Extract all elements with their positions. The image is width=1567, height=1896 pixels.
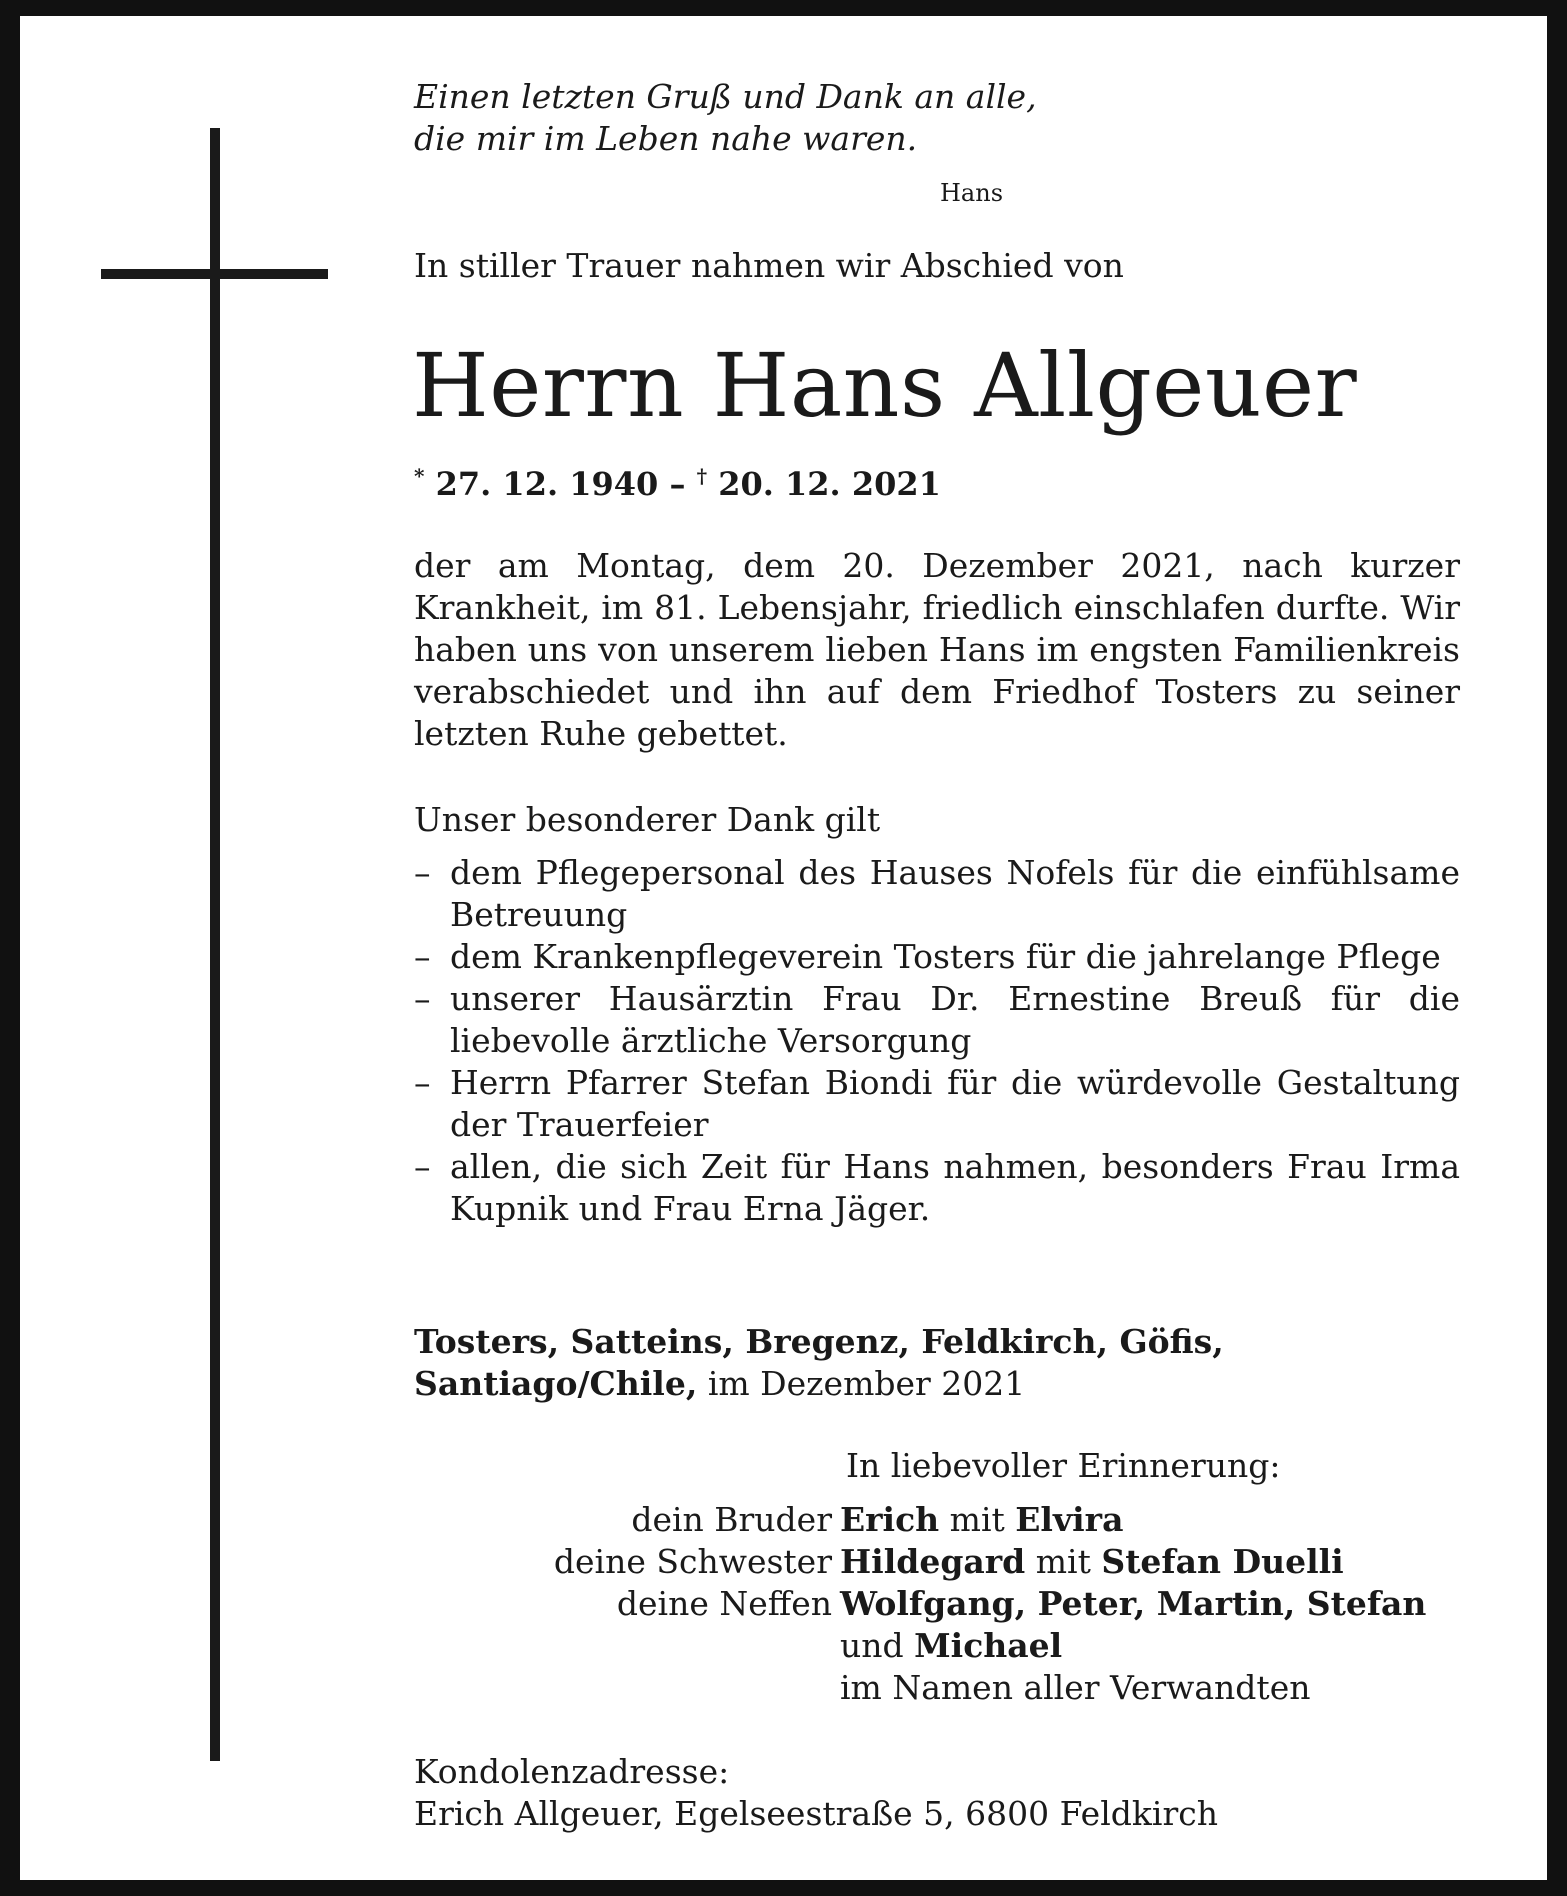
connector-text: und (840, 1626, 904, 1665)
family-row-nephews (414, 1583, 1460, 1625)
family-row-brother (414, 1499, 1460, 1541)
body-text: der am Montag, dem 20. Dezember 2021, nach kurzer Krankheit, im 81. Lebensjahr, friedlich einschlafen durfte. Wir haben uns von unserem lieben Hans im engsten Familienkreis verabschiedet und ihn auf dem Friedhof Tosters zu seiner letzten Ruhe gebettet. (414, 546, 1460, 753)
birth-date: 27. 12. 1940 (435, 465, 659, 503)
family-names (840, 1541, 1460, 1583)
thanks-item: – unserer Hausärztin Frau Dr. Ernestine Breuß für die liebevolle ärztliche Versorgung (414, 978, 1460, 1062)
motto-line-1: Einen letzten Gruß und Dank an alle, (414, 77, 1037, 116)
nephews-names: Wolfgang, Peter, Martin, Stefan (840, 1584, 1427, 1623)
brother-name: Erich (840, 1500, 940, 1539)
motto-signature: Hans (940, 179, 1004, 207)
relation-label: deine Neffen (616, 1584, 832, 1623)
family-names (840, 1583, 1460, 1625)
family-names (840, 1499, 1460, 1541)
family-row-relatives (414, 1667, 1460, 1709)
cross-icon-bar (101, 269, 328, 279)
condolence-label: Kondolenzadresse: (414, 1752, 730, 1791)
sister-partner-name: Stefan Duelli (1101, 1542, 1344, 1581)
birth-symbol: * (414, 464, 425, 488)
family-list (414, 1499, 1460, 1709)
relation-label: deine Schwester (553, 1542, 832, 1581)
relation-label: dein Bruder (631, 1500, 832, 1539)
sister-name: Hildegard (840, 1542, 1026, 1581)
motto (414, 76, 1037, 160)
intro-text: In stiller Trauer nahmen wir Abschied von (414, 246, 1124, 285)
condolence-address (414, 1751, 1218, 1835)
connector-text: mit (949, 1500, 1005, 1539)
memory-heading: In liebevoller Erinnerung: (846, 1446, 1281, 1485)
family-names (840, 1625, 1460, 1667)
obituary-page (20, 16, 1547, 1880)
life-dates (414, 464, 941, 503)
thanks-item: – dem Krankenpflegeverein Tosters für die jahrelange Pflege (414, 936, 1460, 978)
places-and-date (414, 1321, 1460, 1405)
connector-text: mit (1035, 1542, 1091, 1581)
places-date: im Dezember 2021 (707, 1364, 1026, 1403)
thanks-list (414, 852, 1460, 1230)
relatives-text: im Namen aller Verwandten (840, 1668, 1311, 1707)
cross-icon (210, 128, 220, 1761)
family-row-nephews-cont (414, 1625, 1460, 1667)
places-list: Tosters, Satteins, Bregenz, Feldkirch, Göfis, Santiago/Chile, (414, 1322, 1224, 1403)
condolence-address-text: Erich Allgeuer, Egelseestraße 5, 6800 Feldkirch (414, 1794, 1218, 1833)
thanks-intro: Unser besonderer Dank gilt (414, 800, 881, 839)
death-date: 20. 12. 2021 (718, 465, 941, 503)
nephew-last-name: Michael (914, 1626, 1063, 1665)
brother-partner-name: Elvira (1015, 1500, 1124, 1539)
motto-line-2: die mir im Leben nahe waren. (414, 119, 918, 158)
thanks-item: – dem Pflegepersonal des Hauses Nofels für die einfühlsame Betreuung (414, 852, 1460, 936)
deceased-name: Herrn Hans Allgeuer (412, 334, 1358, 437)
thanks-item: – Herrn Pfarrer Stefan Biondi für die würdevolle Gestaltung der Trauerfeier (414, 1062, 1460, 1146)
death-symbol: † (696, 464, 708, 488)
date-separator: – (658, 465, 697, 503)
thanks-item: – allen, die sich Zeit für Hans nahmen, besonders Frau Irma Kupnik und Frau Erna Jäger. (414, 1146, 1460, 1230)
family-row-sister (414, 1541, 1460, 1583)
